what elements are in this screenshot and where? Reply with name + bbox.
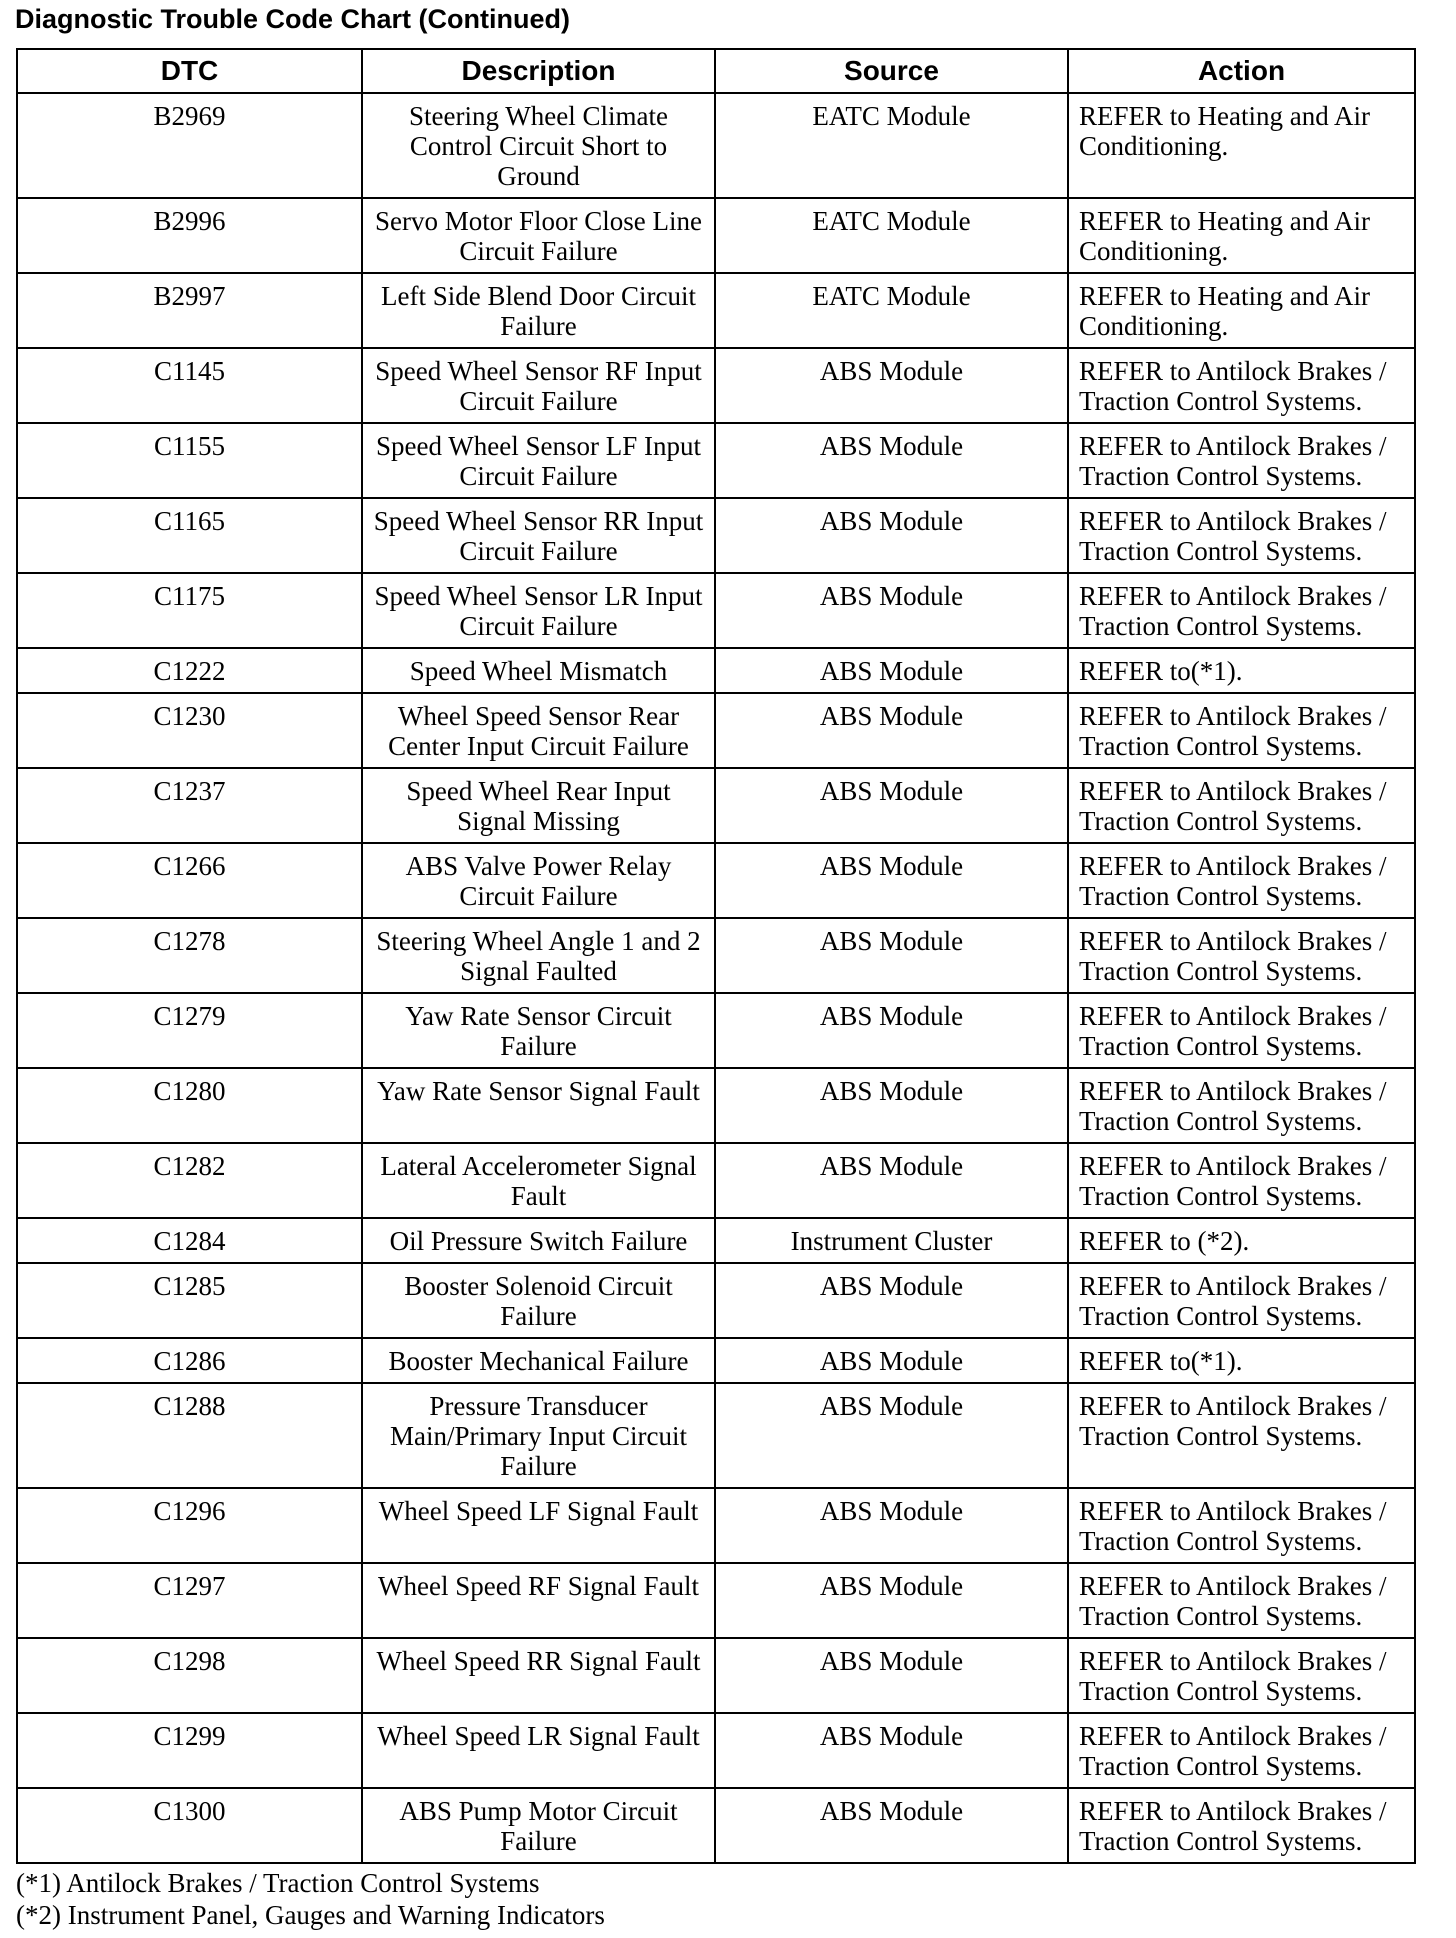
dtc-description: Yaw Rate Sensor Circuit Failure (362, 993, 715, 1068)
dtc-source: EATC Module (715, 198, 1068, 273)
dtc-table (16, 48, 1416, 1864)
dtc-description: Wheel Speed RF Signal Fault (362, 1563, 715, 1638)
column-header-source: Source (715, 49, 1068, 93)
dtc-description: Speed Wheel Rear Input Signal Missing (362, 768, 715, 843)
dtc-action: REFER to Antilock Brakes / Traction Control Systems. (1068, 1713, 1415, 1788)
dtc-source: ABS Module (715, 1338, 1068, 1383)
table-row (17, 93, 1415, 198)
dtc-source: ABS Module (715, 423, 1068, 498)
footnotes (16, 1867, 605, 1931)
dtc-action: REFER to Antilock Brakes / Traction Control Systems. (1068, 1068, 1415, 1143)
dtc-action: REFER to Antilock Brakes / Traction Control Systems. (1068, 348, 1415, 423)
footnote-1: (*1) Antilock Brakes / Traction Control Systems (16, 1868, 540, 1898)
dtc-source: ABS Module (715, 693, 1068, 768)
dtc-code: C1300 (17, 1788, 362, 1863)
table-row (17, 1383, 1415, 1488)
table-row (17, 648, 1415, 693)
table-row (17, 348, 1415, 423)
dtc-action: REFER to Antilock Brakes / Traction Control Systems. (1068, 1263, 1415, 1338)
table-row (17, 1563, 1415, 1638)
table-row (17, 423, 1415, 498)
dtc-action: REFER to Heating and Air Conditioning. (1068, 198, 1415, 273)
dtc-action: REFER to Antilock Brakes / Traction Control Systems. (1068, 1788, 1415, 1863)
dtc-code: C1155 (17, 423, 362, 498)
dtc-description: Steering Wheel Climate Control Circuit Short to Ground (362, 93, 715, 198)
dtc-source: ABS Module (715, 918, 1068, 993)
dtc-code: C1279 (17, 993, 362, 1068)
dtc-action: REFER to Heating and Air Conditioning. (1068, 93, 1415, 198)
dtc-source: ABS Module (715, 648, 1068, 693)
table-row (17, 993, 1415, 1068)
dtc-action: REFER to Heating and Air Conditioning. (1068, 273, 1415, 348)
table-row (17, 1143, 1415, 1218)
dtc-description: ABS Pump Motor Circuit Failure (362, 1788, 715, 1863)
table-row (17, 273, 1415, 348)
table-row (17, 198, 1415, 273)
dtc-action: REFER to Antilock Brakes / Traction Control Systems. (1068, 693, 1415, 768)
column-header-action: Action (1068, 49, 1415, 93)
column-header-description: Description (362, 49, 715, 93)
dtc-description: Lateral Accelerometer Signal Fault (362, 1143, 715, 1218)
dtc-description: Yaw Rate Sensor Signal Fault (362, 1068, 715, 1143)
dtc-source: ABS Module (715, 1788, 1068, 1863)
dtc-source: ABS Module (715, 1563, 1068, 1638)
dtc-code: C1298 (17, 1638, 362, 1713)
table-row (17, 1488, 1415, 1563)
dtc-code: C1175 (17, 573, 362, 648)
dtc-code: C1297 (17, 1563, 362, 1638)
dtc-source: ABS Module (715, 573, 1068, 648)
dtc-code: C1285 (17, 1263, 362, 1338)
dtc-source: ABS Module (715, 843, 1068, 918)
dtc-source: ABS Module (715, 1383, 1068, 1488)
dtc-description: Speed Wheel Sensor RR Input Circuit Failure (362, 498, 715, 573)
dtc-source: ABS Module (715, 768, 1068, 843)
dtc-action: REFER to(*1). (1068, 648, 1415, 693)
dtc-source: ABS Module (715, 498, 1068, 573)
dtc-source: ABS Module (715, 1488, 1068, 1563)
dtc-code: C1237 (17, 768, 362, 843)
table-row (17, 918, 1415, 993)
dtc-action: REFER to Antilock Brakes / Traction Control Systems. (1068, 1563, 1415, 1638)
table-row (17, 693, 1415, 768)
dtc-source: EATC Module (715, 93, 1068, 198)
table-row (17, 1263, 1415, 1338)
dtc-action: REFER to (*2). (1068, 1218, 1415, 1263)
dtc-description: Wheel Speed Sensor Rear Center Input Circuit Failure (362, 693, 715, 768)
dtc-action: REFER to Antilock Brakes / Traction Control Systems. (1068, 1143, 1415, 1218)
dtc-source: ABS Module (715, 993, 1068, 1068)
dtc-description: Wheel Speed LR Signal Fault (362, 1713, 715, 1788)
dtc-source: ABS Module (715, 348, 1068, 423)
dtc-source: ABS Module (715, 1143, 1068, 1218)
table-row (17, 573, 1415, 648)
dtc-action: REFER to Antilock Brakes / Traction Control Systems. (1068, 768, 1415, 843)
dtc-code: C1286 (17, 1338, 362, 1383)
dtc-code: C1165 (17, 498, 362, 573)
dtc-action: REFER to Antilock Brakes / Traction Control Systems. (1068, 1638, 1415, 1713)
table-row (17, 768, 1415, 843)
dtc-description: Wheel Speed LF Signal Fault (362, 1488, 715, 1563)
table-header-row (17, 49, 1415, 93)
dtc-code: C1296 (17, 1488, 362, 1563)
dtc-description: Pressure Transducer Main/Primary Input Circuit Failure (362, 1383, 715, 1488)
table-row (17, 1638, 1415, 1713)
table-row (17, 843, 1415, 918)
dtc-code: C1145 (17, 348, 362, 423)
table-row (17, 1338, 1415, 1383)
dtc-code: C1282 (17, 1143, 362, 1218)
dtc-description: Oil Pressure Switch Failure (362, 1218, 715, 1263)
dtc-action: REFER to Antilock Brakes / Traction Control Systems. (1068, 573, 1415, 648)
table-row (17, 1068, 1415, 1143)
dtc-source: ABS Module (715, 1713, 1068, 1788)
dtc-source: ABS Module (715, 1638, 1068, 1713)
dtc-code: C1278 (17, 918, 362, 993)
dtc-action: REFER to Antilock Brakes / Traction Control Systems. (1068, 993, 1415, 1068)
dtc-description: Speed Wheel Sensor LF Input Circuit Failure (362, 423, 715, 498)
dtc-action: REFER to Antilock Brakes / Traction Control Systems. (1068, 1488, 1415, 1563)
dtc-description: Servo Motor Floor Close Line Circuit Failure (362, 198, 715, 273)
dtc-source: ABS Module (715, 1263, 1068, 1338)
dtc-code: B2997 (17, 273, 362, 348)
dtc-code: C1230 (17, 693, 362, 768)
dtc-code: C1288 (17, 1383, 362, 1488)
dtc-source: EATC Module (715, 273, 1068, 348)
footnote-2: (*2) Instrument Panel, Gauges and Warning Indicators (16, 1900, 605, 1930)
dtc-source: Instrument Cluster (715, 1218, 1068, 1263)
dtc-description: Wheel Speed RR Signal Fault (362, 1638, 715, 1713)
dtc-code: C1284 (17, 1218, 362, 1263)
dtc-description: ABS Valve Power Relay Circuit Failure (362, 843, 715, 918)
dtc-code: C1299 (17, 1713, 362, 1788)
dtc-code: C1280 (17, 1068, 362, 1143)
dtc-description: Booster Mechanical Failure (362, 1338, 715, 1383)
dtc-description: Steering Wheel Angle 1 and 2 Signal Faulted (362, 918, 715, 993)
dtc-description: Booster Solenoid Circuit Failure (362, 1263, 715, 1338)
table-row (17, 1713, 1415, 1788)
dtc-description: Left Side Blend Door Circuit Failure (362, 273, 715, 348)
dtc-action: REFER to Antilock Brakes / Traction Control Systems. (1068, 843, 1415, 918)
dtc-code: B2996 (17, 198, 362, 273)
dtc-action: REFER to Antilock Brakes / Traction Control Systems. (1068, 1383, 1415, 1488)
page-title: Diagnostic Trouble Code Chart (Continued) (15, 4, 570, 34)
table-row (17, 1218, 1415, 1263)
table-row (17, 1788, 1415, 1863)
dtc-description: Speed Wheel Sensor RF Input Circuit Failure (362, 348, 715, 423)
dtc-action: REFER to Antilock Brakes / Traction Control Systems. (1068, 498, 1415, 573)
dtc-code: C1222 (17, 648, 362, 693)
dtc-action: REFER to Antilock Brakes / Traction Control Systems. (1068, 423, 1415, 498)
dtc-source: ABS Module (715, 1068, 1068, 1143)
column-header-dtc: DTC (17, 49, 362, 93)
dtc-description: Speed Wheel Mismatch (362, 648, 715, 693)
table-row (17, 498, 1415, 573)
dtc-description: Speed Wheel Sensor LR Input Circuit Failure (362, 573, 715, 648)
dtc-action: REFER to(*1). (1068, 1338, 1415, 1383)
dtc-code: C1266 (17, 843, 362, 918)
dtc-code: B2969 (17, 93, 362, 198)
dtc-action: REFER to Antilock Brakes / Traction Control Systems. (1068, 918, 1415, 993)
